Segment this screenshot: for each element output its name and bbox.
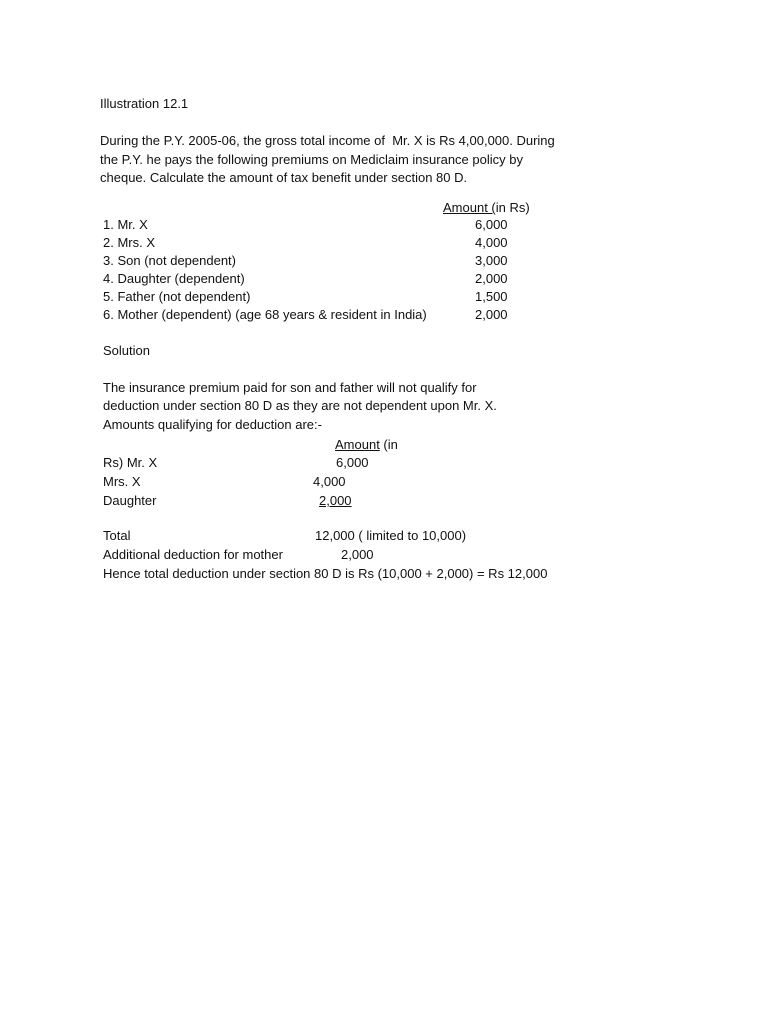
premium-header-underlined: Amount ( <box>443 200 496 215</box>
intro-line-1: During the P.Y. 2005-06, the gross total income of Mr. X is Rs 4,00,000. During <box>100 133 555 148</box>
premium-row-label: 6. Mother (dependent) (age 68 years & resident in India) <box>103 307 427 322</box>
additional-deduction-label: Additional deduction for mother <box>103 547 283 562</box>
premium-table-header <box>443 199 530 217</box>
total-label: Total <box>103 528 131 543</box>
premium-row-amount: 3,000 <box>475 253 508 268</box>
qualifying-row-label: Rs) Mr. X <box>103 455 158 470</box>
premium-row-amount: 2,000 <box>475 307 508 322</box>
qualifying-row-label: Mrs. X <box>103 474 141 489</box>
premium-row-amount: 6,000 <box>475 217 508 232</box>
qualifying-header-underlined: Amount <box>335 437 380 452</box>
qualifying-header-rest: (in <box>379 437 398 452</box>
premium-row-label: 2. Mrs. X <box>103 235 156 250</box>
premium-row-amount: 1,500 <box>475 289 508 304</box>
premium-row-label: 4. Daughter (dependent) <box>103 271 245 286</box>
qualifying-row-amount: 2,000 <box>319 493 352 508</box>
qualifying-row-amount: 6,000 <box>336 455 369 470</box>
premium-row-label: 1. Mr. X <box>103 217 148 232</box>
solution-line-2: deduction under section 80 D as they are not dependent upon Mr. X. <box>103 398 497 413</box>
premium-row-amount: 4,000 <box>475 235 508 250</box>
solution-heading: Solution <box>103 343 150 358</box>
qualifying-row-amount: 4,000 <box>313 474 346 489</box>
conclusion-line: Hence total deduction under section 80 D is Rs (10,000 + 2,000) = Rs 12,000 <box>103 566 548 581</box>
premium-row-label: 5. Father (not dependent) <box>103 289 251 304</box>
solution-line-3: Amounts qualifying for deduction are:- <box>103 417 322 432</box>
intro-line-2: the P.Y. he pays the following premiums on Mediclaim insurance policy by <box>100 152 523 167</box>
illustration-title: Illustration 12.1 <box>100 96 189 111</box>
premium-header-rest: in Rs) <box>495 200 530 215</box>
qualifying-amount-header <box>335 436 398 454</box>
intro-line-3: cheque. Calculate the amount of tax benefit under section 80 D. <box>100 170 468 185</box>
premium-row-amount: 2,000 <box>475 271 508 286</box>
solution-line-1: The insurance premium paid for son and father will not qualify for <box>103 380 477 395</box>
premium-row-label: 3. Son (not dependent) <box>103 253 236 268</box>
additional-deduction-value: 2,000 <box>341 547 374 562</box>
qualifying-row-label: Daughter <box>103 493 157 508</box>
total-value: 12,000 ( limited to 10,000) <box>315 528 467 543</box>
